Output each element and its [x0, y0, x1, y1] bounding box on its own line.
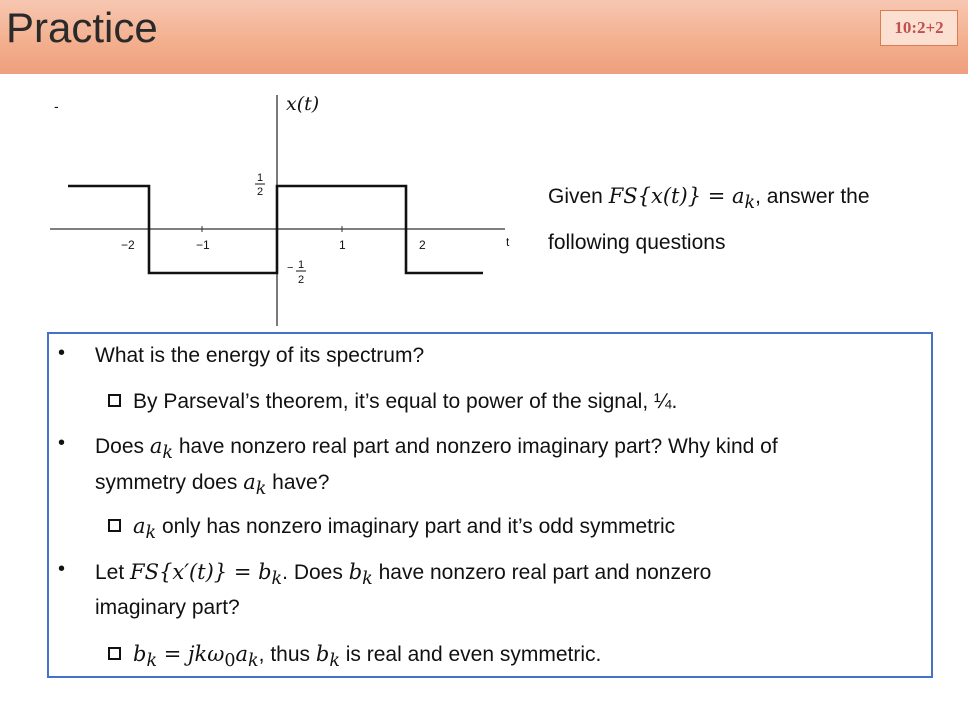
y-axis-label: x(t) — [286, 93, 320, 115]
a3-math: a — [235, 642, 249, 666]
q2-var: a — [149, 434, 163, 458]
bullet-dot: • — [58, 342, 66, 364]
q2-text: Does — [95, 435, 150, 458]
given-math: FS{x(t)} = a — [608, 184, 745, 208]
a3-var: b — [315, 642, 330, 666]
q2-var-sub: k — [162, 443, 173, 464]
half-denominator: 2 — [257, 186, 264, 198]
a2-var-sub: k — [145, 523, 157, 544]
q3-var-sub: k — [362, 569, 373, 590]
a3-math: b — [133, 642, 147, 666]
question-3-line-2: imaginary part? — [95, 596, 240, 619]
a2-var: a — [133, 514, 146, 538]
tick-label: −1 — [196, 238, 210, 252]
t-axis-label: t — [506, 235, 510, 249]
neg-half-numerator: 1 — [298, 259, 305, 271]
q3-text: . Does — [282, 561, 349, 584]
minus-sign: − — [287, 262, 294, 274]
q2-text: have? — [266, 471, 330, 494]
bullet-dot: • — [58, 558, 66, 580]
answer-2-text: only has nonzero imaginary part and it’s odd symmetric — [156, 515, 676, 538]
q3-math: FS{x′(t)} = b — [130, 560, 272, 584]
tick-label: −2 — [121, 238, 135, 252]
question-1: What is the energy of its spectrum? — [95, 344, 425, 367]
page-title: Practice — [6, 4, 158, 51]
stray-dash: - — [54, 98, 59, 114]
a3-math-sub: 0 — [224, 651, 236, 672]
answer-1 — [108, 388, 677, 416]
answer-1-text: By Parseval’s theorem, it’s equal to power of the signal, ¼. — [133, 390, 678, 413]
slide-badge: 10:2+2 — [880, 10, 958, 46]
a3-math-sub: k — [146, 651, 158, 672]
question-2-line-1 — [95, 432, 778, 467]
q3-text: have nonzero real part and nonzero — [372, 561, 712, 584]
checkbox-square-icon — [108, 394, 121, 407]
bullet-dot: • — [58, 432, 66, 454]
q2-text: have nonzero real part and nonzero imaginary part? Why kind of — [173, 435, 778, 458]
q3-text: Let — [95, 561, 131, 584]
a3-var-sub: k — [329, 651, 340, 672]
answer-3 — [108, 640, 601, 675]
answer-3-text: , thus — [258, 643, 316, 666]
given-suffix: , answer the following questions — [548, 185, 870, 255]
answer-2 — [108, 512, 675, 547]
questions-box — [47, 332, 933, 678]
given-statement — [548, 176, 948, 263]
q2-var: a — [243, 470, 256, 494]
answer-3-text: is real and even symmetric. — [339, 643, 602, 666]
question-2-line-2 — [95, 468, 329, 503]
q3-var: b — [348, 560, 363, 584]
given-math-sub: k — [744, 193, 756, 214]
question-3-line-1 — [95, 558, 711, 593]
a3-math: = jkω — [157, 642, 225, 666]
checkbox-square-icon — [108, 647, 121, 660]
a3-math-sub: k — [248, 651, 259, 672]
q2-text: symmetry does — [95, 471, 244, 494]
checkbox-square-icon — [108, 519, 121, 532]
half-numerator: 1 — [257, 172, 264, 184]
given-prefix: Given — [548, 185, 609, 208]
q3-math-sub: k — [271, 569, 283, 590]
neg-half-denominator: 2 — [298, 274, 305, 286]
tick-label: 1 — [339, 238, 346, 252]
q2-var-sub: k — [255, 479, 267, 500]
tick-label: 2 — [419, 238, 426, 252]
